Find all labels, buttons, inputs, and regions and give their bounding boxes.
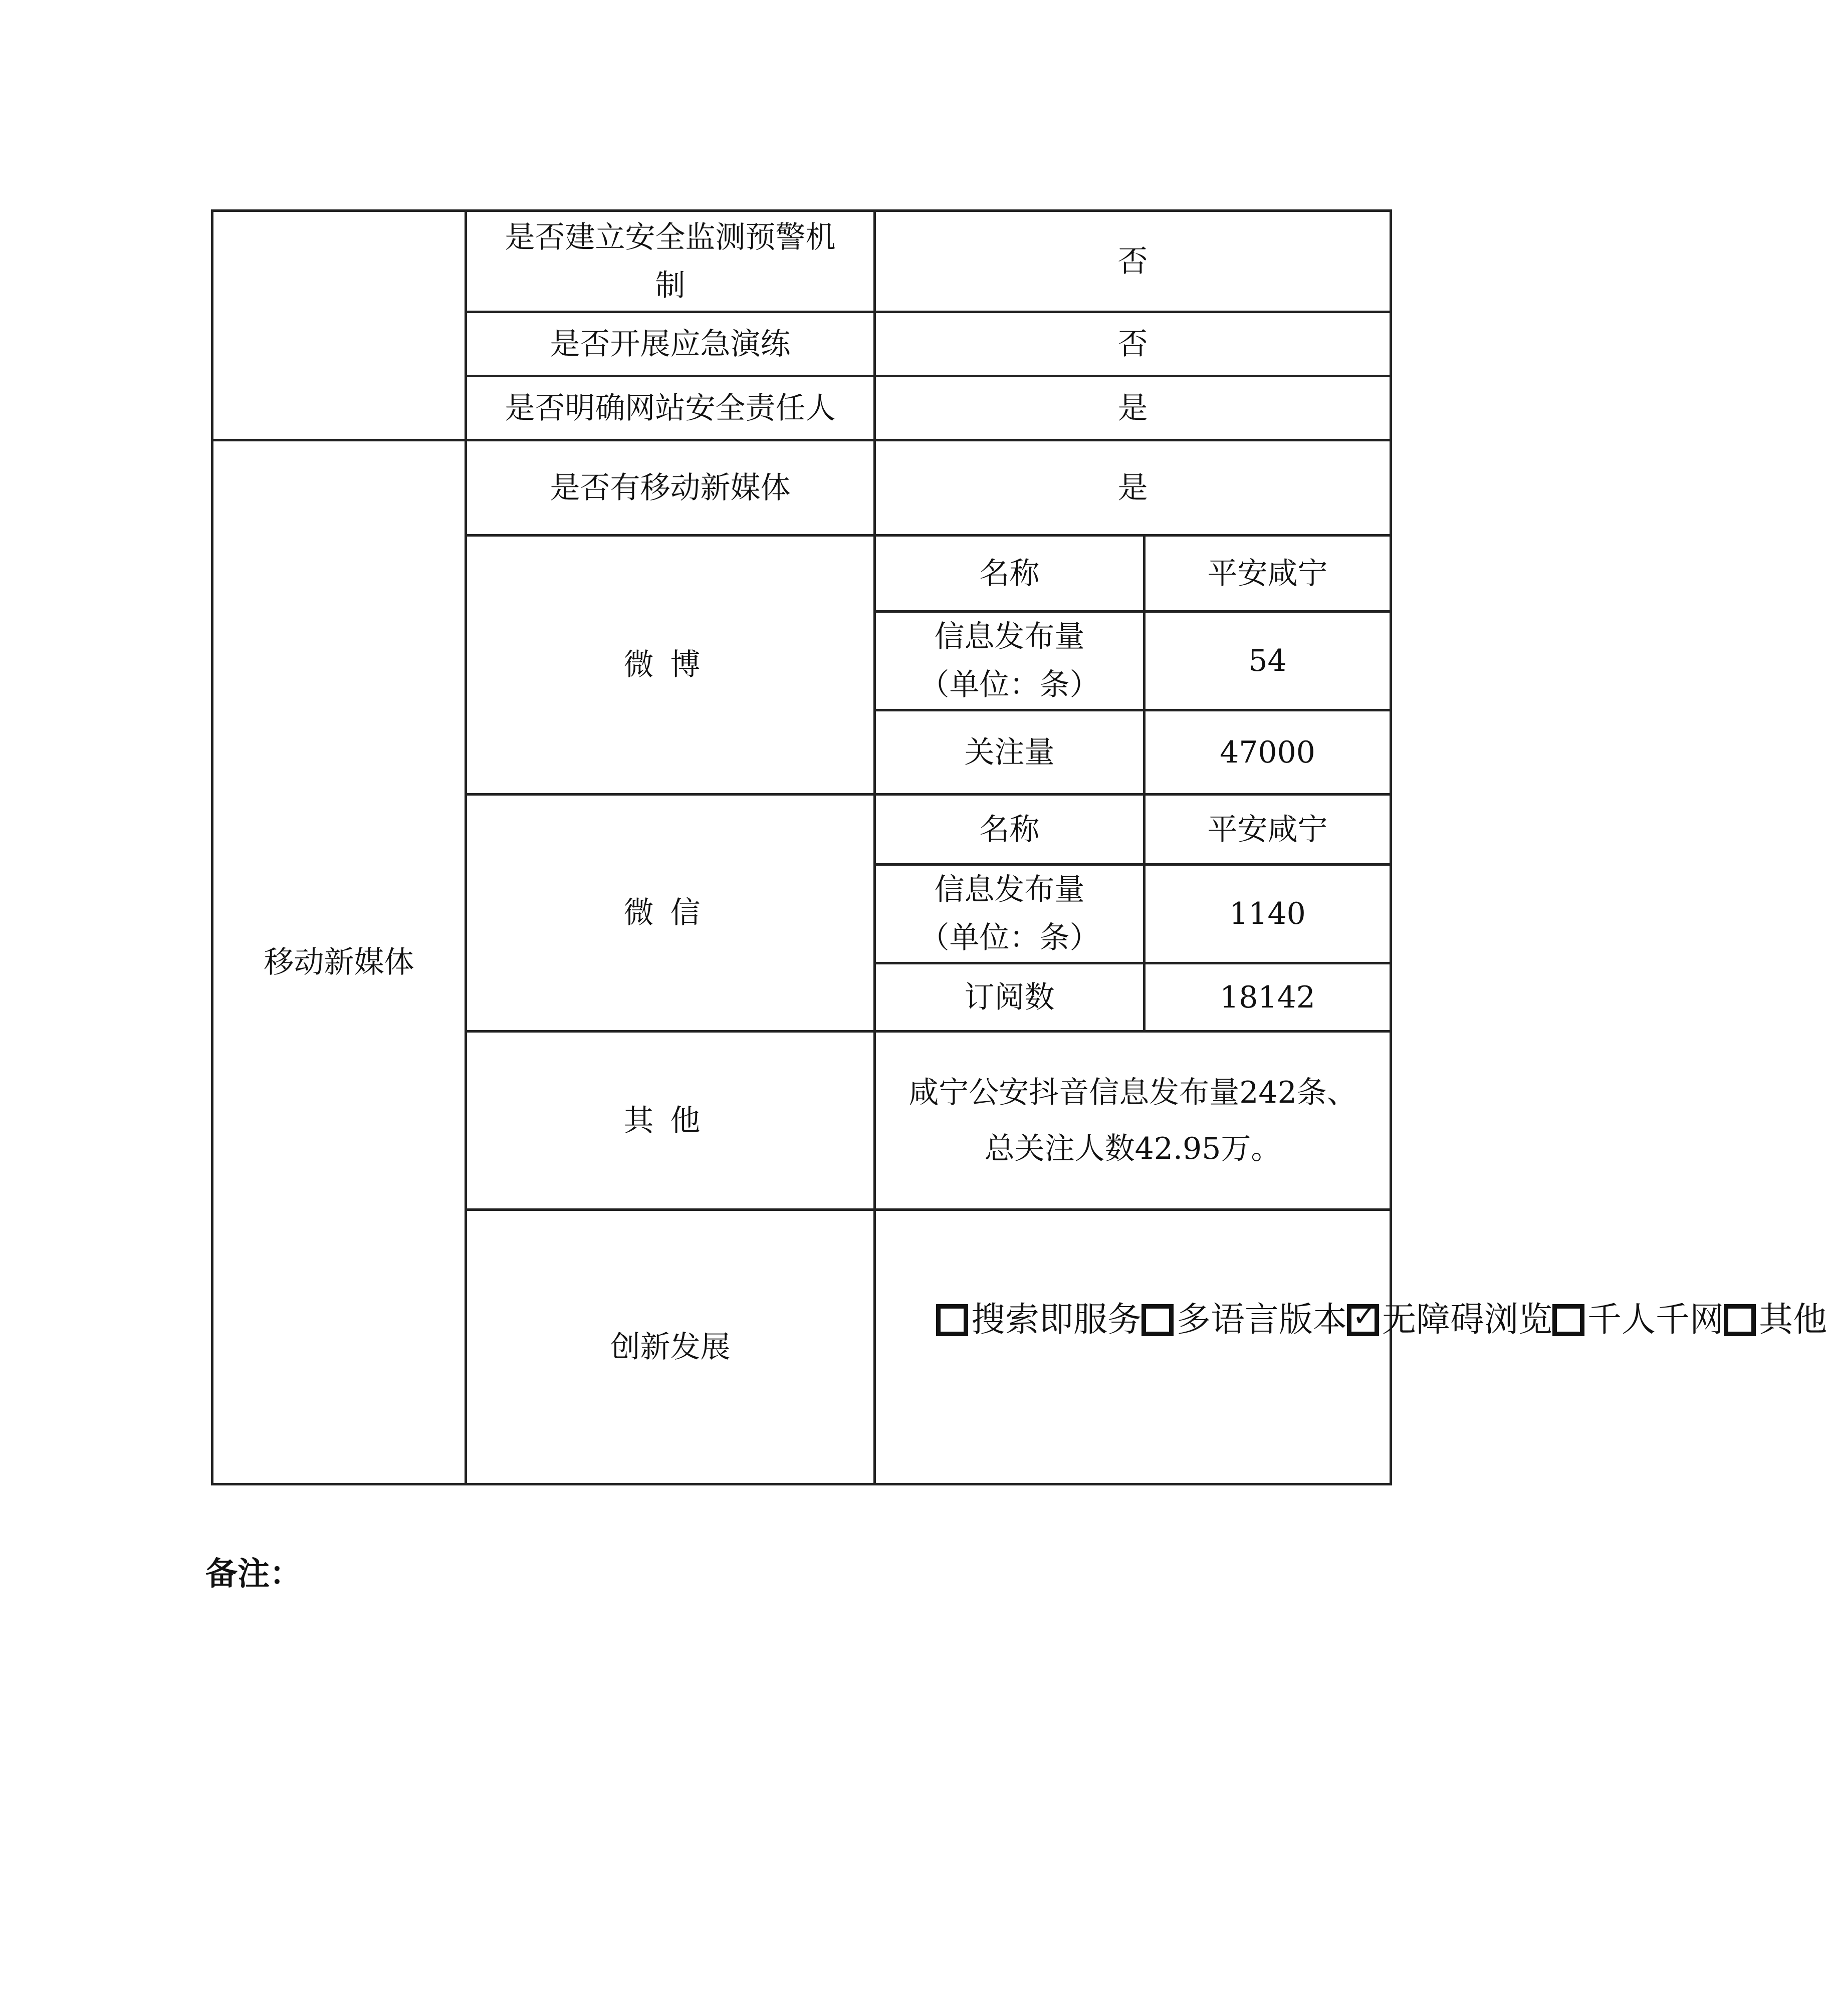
wechat-posts-label-line2: （单位：条）	[919, 920, 1100, 955]
option-other[interactable]	[1724, 1296, 1827, 1344]
wechat-name-value: 平安咸宁	[1145, 795, 1391, 865]
checkbox-icon[interactable]	[1552, 1304, 1584, 1336]
weibo-posts-label-line2: （单位：条）	[919, 667, 1100, 702]
option-label: 千人千网	[1587, 1300, 1724, 1340]
owner-question: 是否明确网站安全责任人	[466, 376, 875, 440]
option-label: 无障碍浏览	[1382, 1300, 1553, 1340]
option-personalized[interactable]	[1552, 1296, 1724, 1344]
weibo-posts-label	[875, 612, 1145, 710]
weibo-posts-value: 54	[1145, 612, 1391, 710]
innovation-options-cell	[875, 1210, 1827, 1484]
weibo-posts-label-line1: 信息发布量	[934, 619, 1085, 654]
remark-label: 备注：	[205, 1555, 302, 1593]
option-label: 其他	[1759, 1300, 1827, 1340]
monitoring-question: 是否建立安全监测预警机制	[466, 211, 875, 312]
drill-answer: 否	[875, 312, 1391, 376]
monitoring-answer: 否	[875, 211, 1391, 312]
wechat-posts-value: 1140	[1145, 865, 1391, 963]
other-label: 其他	[466, 1032, 875, 1210]
option-label: 多语言版本	[1177, 1300, 1347, 1340]
drill-question: 是否开展应急演练	[466, 312, 875, 376]
weibo-name-label: 名称	[875, 536, 1145, 612]
weibo-label: 微博	[466, 536, 875, 795]
weibo-followers-label: 关注量	[875, 710, 1145, 795]
option-accessibility[interactable]	[1347, 1296, 1552, 1344]
innovation-label: 创新发展	[466, 1210, 875, 1484]
wechat-posts-label	[875, 865, 1145, 963]
wechat-posts-label-line1: 信息发布量	[934, 872, 1085, 907]
option-multi-language[interactable]	[1141, 1296, 1347, 1344]
security-section-cell	[212, 211, 466, 440]
option-label: 搜索即服务	[971, 1300, 1142, 1340]
option-search-service[interactable]	[936, 1296, 1141, 1344]
innovation-options	[936, 1296, 1827, 1349]
wechat-subs-label: 订阅数	[875, 963, 1145, 1032]
checkbox-icon[interactable]	[1141, 1304, 1174, 1336]
weibo-name-value: 平安咸宁	[1145, 536, 1391, 612]
weibo-followers-value: 47000	[1145, 710, 1391, 795]
has-mobile-question: 是否有移动新媒体	[466, 440, 875, 536]
owner-answer: 是	[875, 376, 1391, 440]
checkbox-icon[interactable]	[1724, 1304, 1756, 1336]
report-table	[211, 209, 1827, 1485]
checkbox-icon[interactable]	[936, 1304, 968, 1336]
checkbox-checked-icon[interactable]	[1347, 1300, 1379, 1336]
mobile-section-label: 移动新媒体	[212, 440, 466, 1484]
wechat-name-label: 名称	[875, 795, 1145, 865]
has-mobile-answer: 是	[875, 440, 1391, 536]
checkmark-icon: ✓	[1352, 1300, 1376, 1333]
wechat-subs-value: 18142	[1145, 963, 1391, 1032]
wechat-label: 微信	[466, 795, 875, 1032]
other-value: 咸宁公安抖音信息发布量242条、总关注人数42.95万。	[875, 1032, 1391, 1210]
